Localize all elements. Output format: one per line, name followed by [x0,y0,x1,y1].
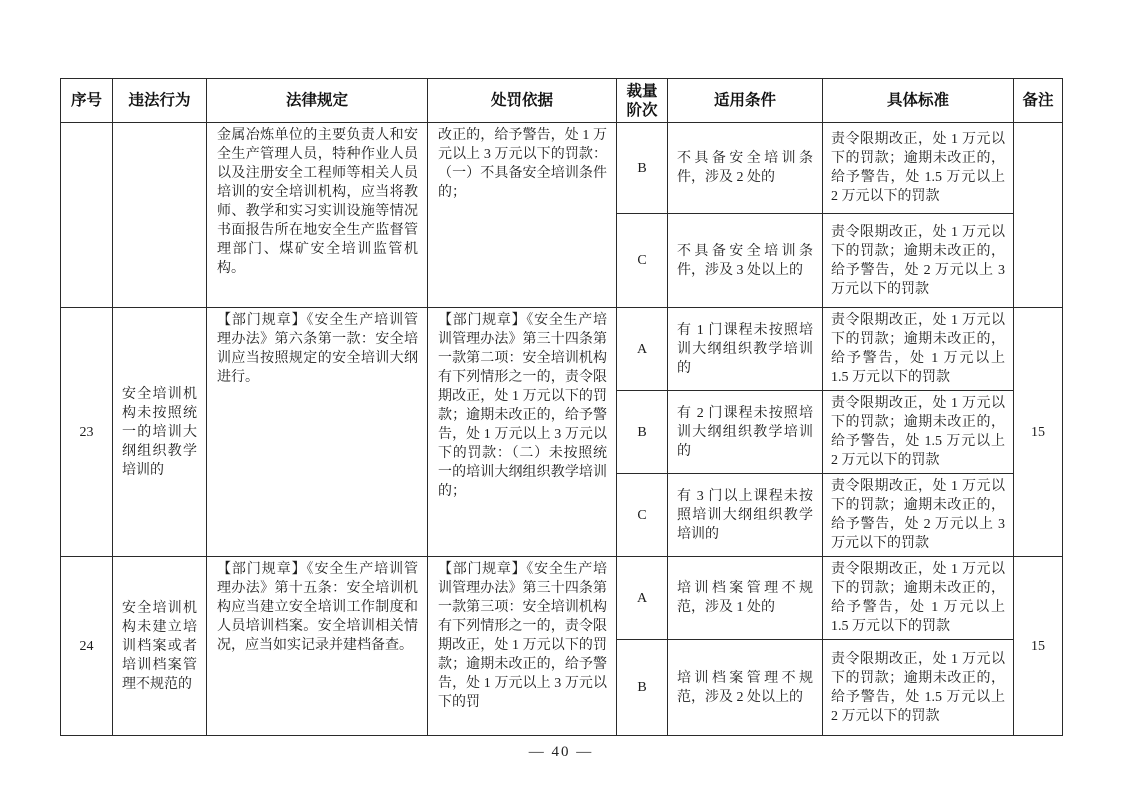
header-condition: 适用条件 [668,79,823,123]
cell-note [1014,123,1063,308]
cell-seq: 24 [61,557,113,736]
table-row [61,123,1063,214]
cell-grade: B [617,123,668,214]
cell-grade: A [617,308,668,391]
cell-condition: 培训档案管理不规范，涉及 2 处以上的 [668,640,823,736]
header-standard: 具体标准 [823,79,1014,123]
cell-grade: A [617,557,668,640]
cell-behavior: 安全培训机构未建立培训档案或者培训档案管理不规范的 [113,557,207,736]
cell-standard: 责令限期改正，处 1 万元以下的罚款；逾期未改正的，给予警告，处 1 万元以上 1.5 万元以下的罚款 [823,557,1014,640]
cell-standard: 责令限期改正，处 1 万元以下的罚款；逾期未改正的，给予警告，处 1 万元以上 1.5 万元以下的罚款 [823,308,1014,391]
cell-grade: B [617,640,668,736]
page-number: — 40 — [528,744,594,760]
cell-behavior: 安全培训机构未按照统一的培训大纲组织教学培训的 [113,308,207,557]
cell-condition: 有 2 门课程未按照培训大纲组织教学培训的 [668,391,823,474]
cell-condition: 有 3 门以上课程未按照培训大纲组织教学培训的 [668,474,823,557]
cell-standard: 责令限期改正，处 1 万元以下的罚款；逾期未改正的，给予警告，处 2 万元以上 3 万元以下的罚款 [823,214,1014,308]
cell-condition: 不具备安全培训条件，涉及 3 处以上的 [668,214,823,308]
cell-seq: 23 [61,308,113,557]
cell-law: 金属冶炼单位的主要负责人和安全生产管理人员，特种作业人员以及注册安全工程师等相关人员培训的安全培训机构，应当将教师、教学和实习实训设施等情况书面报告所在地安全生产监督管理部门、煤矿安全培训监管机构。 [207,123,428,308]
header-note: 备注 [1014,79,1063,123]
cell-law: 【部门规章】《安全生产培训管理办法》第六条第一款：安全培训应当按照规定的安全培训大纲进行。 [207,308,428,557]
cell-standard: 责令限期改正，处 1 万元以下的罚款；逾期未改正的，给予警告，处 1.5 万元以上 2 万元以下的罚款 [823,391,1014,474]
cell-grade: B [617,391,668,474]
cell-seq [61,123,113,308]
table-row [61,557,1063,640]
cell-grade: C [617,474,668,557]
header-seq: 序号 [61,79,113,123]
cell-basis: 【部门规章】《安全生产培训管理办法》第三十四条第一款第三项：安全培训机构有下列情形之一的，责令限期改正，处 1 万元以下的罚款；逾期未改正的，给予警告，处 1 万元以上 3 万元以下的罚 [428,557,617,736]
table-row [61,308,1063,391]
cell-basis: 改正的，给予警告，处 1 万元以上 3 万元以下的罚款：（一）不具备安全培训条件的； [428,123,617,308]
cell-standard: 责令限期改正，处 1 万元以下的罚款；逾期未改正的，给予警告，处 1.5 万元以上 2 万元以下的罚款 [823,123,1014,214]
header-row [61,79,1063,123]
cell-note: 15 [1014,308,1063,557]
cell-grade: C [617,214,668,308]
cell-basis: 【部门规章】《安全生产培训管理办法》第三十四条第一款第二项：安全培训机构有下列情形之一的，责令限期改正，处 1 万元以下的罚款；逾期未改正的，给予警告，处 1 万元以上 3 万元以下的罚款：（二）未按照统一的培训大纲组织教学培训的； [428,308,617,557]
header-law: 法律规定 [207,79,428,123]
penalty-standards-table [60,78,1063,736]
header-grade: 裁量阶次 [617,79,668,123]
header-basis: 处罚依据 [428,79,617,123]
cell-standard: 责令限期改正，处 1 万元以下的罚款；逾期未改正的，给予警告，处 2 万元以上 3 万元以下的罚款 [823,474,1014,557]
cell-law: 【部门规章】《安全生产培训管理办法》第十五条：安全培训机构应当建立安全培训工作制度和人员培训档案。安全培训相关情况，应当如实记录并建档备查。 [207,557,428,736]
cell-condition: 不具备安全培训条件，涉及 2 处的 [668,123,823,214]
cell-condition: 培训档案管理不规范，涉及 1 处的 [668,557,823,640]
cell-note: 15 [1014,557,1063,736]
header-behavior: 违法行为 [113,79,207,123]
cell-standard: 责令限期改正，处 1 万元以下的罚款；逾期未改正的，给予警告，处 1.5 万元以上 2 万元以下的罚款 [823,640,1014,736]
cell-condition: 有 1 门课程未按照培训大纲组织教学培训的 [668,308,823,391]
cell-behavior [113,123,207,308]
